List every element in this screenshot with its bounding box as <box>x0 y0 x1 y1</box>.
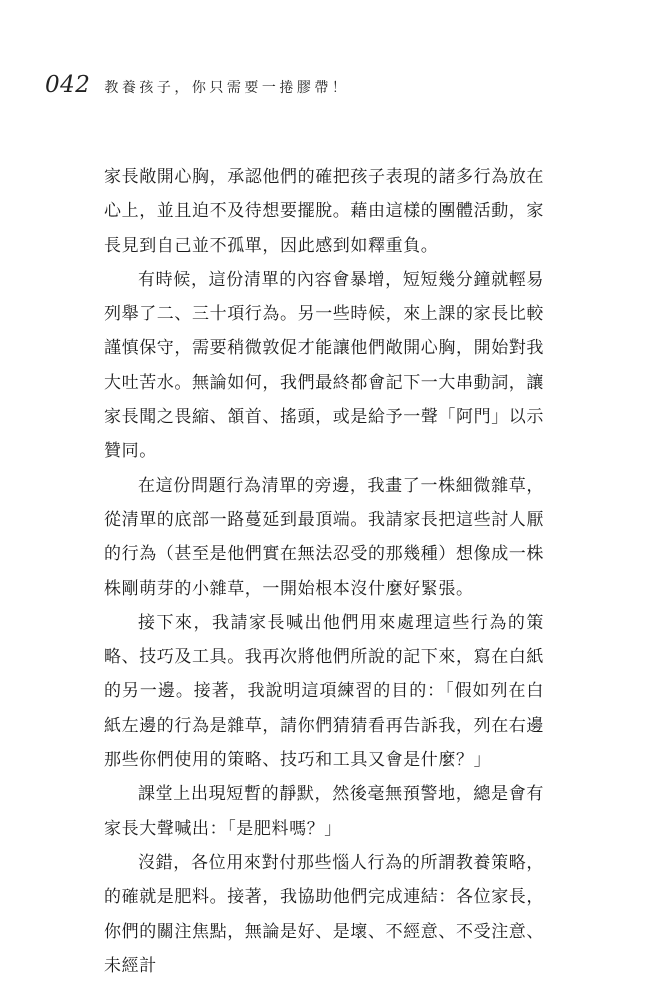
body-text <box>104 160 544 983</box>
paragraph: 家長敞開心胸，承認他們的確把孩子表現的諸多行為放在心上，並且迫不及待想要擺脫。藉由這樣的團體活動，家長見到自己並不孤單，因此感到如釋重負。 <box>104 167 544 256</box>
paragraph: 有時候，這份清單的內容會暴增，短短幾分鐘就輕易列舉了二、三十項行為。另一些時候，來上課的家長比較謹慎保守，需要稍微敦促才能讓他們敞開心胸，開始對我大吐苦水。無論如何，我們最終都會記下一大串動詞，讓家長聞之畏縮、頷首、搖頭，或是給予一聲「阿門」以示贊同。 <box>104 269 544 462</box>
running-title: 教養孩子，你只需要一捲膠帶！ <box>104 80 350 96</box>
paragraph: 沒錯，各位用來對付那些惱人行為的所謂教養策略，的確就是肥料。接著，我協助他們完成連結：各位家長，你們的關注焦點，無論是好、是壞、不經意、不受注意、未經計 <box>104 852 544 976</box>
page-number: 042 <box>45 72 91 98</box>
paragraph: 在這份問題行為清單的旁邊，我畫了一株細微雜草，從清單的底部一路蔓延到最頂端。我請家長把這些討人厭的行為（甚至是他們實在無法忍受的那幾種）想像成一株株剛萌芽的小雜草，一開始根本沒什麼好緊張。 <box>104 475 544 599</box>
paragraph: 接下來，我請家長喊出他們用來處理這些行為的策略、技巧及工具。我再次將他們所說的記下來，寫在白紙的另一邊。接著，我說明這項練習的目的：「假如列在白紙左邊的行為是雜草，請你們猜猜看再告訴我，列在右邊那些你們使用的策略、技巧和工具又會是什麼？」 <box>104 612 544 771</box>
paragraph: 課堂上出現短暫的靜默，然後毫無預警地，總是會有家長大聲喊出：「是肥料嗎？」 <box>104 784 544 839</box>
running-header <box>45 72 349 98</box>
